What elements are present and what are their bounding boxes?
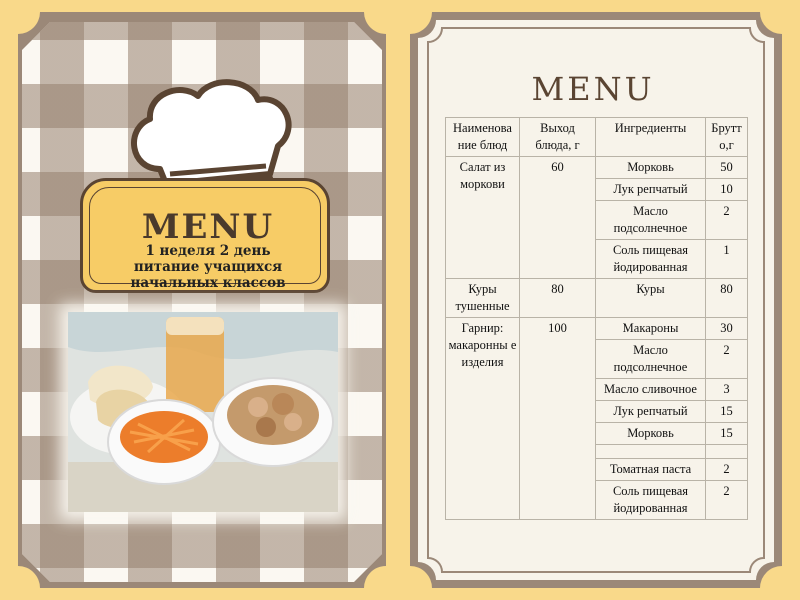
ingredient-gross: 15 bbox=[706, 401, 748, 423]
table-row bbox=[446, 279, 748, 318]
ingredient-gross: 80 bbox=[706, 279, 748, 318]
dish-name: Куры тушенные bbox=[446, 279, 520, 318]
ingredient-name: Масло подсолнечное bbox=[596, 201, 706, 240]
left-subtitle-line-1: 1 неделя 2 день bbox=[145, 243, 271, 259]
ingredient-gross: 2 bbox=[706, 201, 748, 240]
ingredient-gross: 30 bbox=[706, 318, 748, 340]
left-menu-title: MENU bbox=[141, 207, 275, 247]
ingredient-name: Куры bbox=[596, 279, 706, 318]
dish-output: 80 bbox=[520, 279, 596, 318]
header-dish-name: Наименова ние блюд bbox=[446, 118, 520, 157]
ingredient-gross bbox=[706, 445, 748, 459]
table-row bbox=[446, 318, 748, 340]
ingredient-name: Морковь bbox=[596, 157, 706, 179]
left-subtitle-line-2: питание учащихся bbox=[133, 259, 283, 275]
table-header-row bbox=[446, 118, 748, 157]
ingredient-gross: 2 bbox=[706, 481, 748, 520]
ingredient-name: Лук репчатый bbox=[596, 401, 706, 423]
header-ingredients: Ингредиенты bbox=[596, 118, 706, 157]
ingredient-name: Морковь bbox=[596, 423, 706, 445]
ingredient-gross: 2 bbox=[706, 340, 748, 379]
ingredient-gross: 10 bbox=[706, 179, 748, 201]
ingredient-name: Масло подсолнечное bbox=[596, 340, 706, 379]
meal-photo bbox=[68, 312, 338, 512]
left-subtitle-line-3: начальных классов bbox=[130, 275, 286, 291]
ingredient-name: Лук репчатый bbox=[596, 179, 706, 201]
dish-output: 100 bbox=[520, 318, 596, 520]
ingredient-gross: 1 bbox=[706, 240, 748, 279]
header-gross: Брутт о,г bbox=[706, 118, 748, 157]
ingredient-gross: 50 bbox=[706, 157, 748, 179]
ingredient-gross: 2 bbox=[706, 459, 748, 481]
table-row bbox=[446, 157, 748, 179]
ingredient-name: Масло сливочное bbox=[596, 379, 706, 401]
dish-name: Салат из моркови bbox=[446, 157, 520, 279]
ingredient-name: Макароны bbox=[596, 318, 706, 340]
menu-table bbox=[445, 117, 748, 520]
ingredient-gross: 3 bbox=[706, 379, 748, 401]
menu-title-plate bbox=[80, 178, 330, 293]
ingredient-name: Соль пищевая йодированная bbox=[596, 481, 706, 520]
ingredient-gross: 15 bbox=[706, 423, 748, 445]
header-output: Выход блюда, г bbox=[520, 118, 596, 157]
meal-photo-illustration bbox=[68, 312, 338, 512]
right-menu-title: MENU bbox=[531, 70, 655, 108]
ingredient-name: Соль пищевая йодированная bbox=[596, 240, 706, 279]
ingredient-name bbox=[596, 445, 706, 459]
dish-output: 60 bbox=[520, 157, 596, 279]
dish-name: Гарнир: макаронны е изделия bbox=[446, 318, 520, 520]
ingredient-name: Томатная паста bbox=[596, 459, 706, 481]
